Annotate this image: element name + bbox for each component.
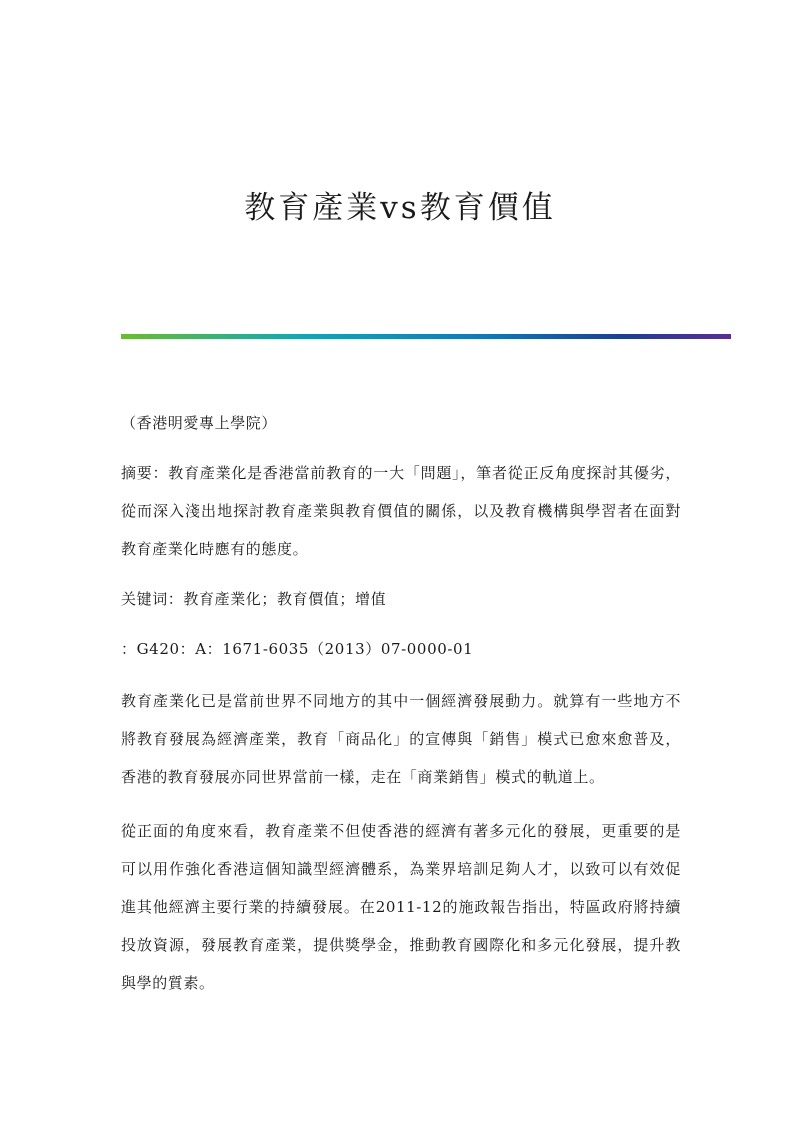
- body-paragraph-1: 教育產業化已是當前世界不同地方的其中一個經濟發展動力。就算有一些地方不將教育發展為經濟產業，教育「商品化」的宣傳與「銷售」模式已愈來愈普及，香港的教育發展亦同世界當前一樣，走在「商業銷售」模式的軌道上。: [121, 692, 681, 786]
- title-divider: [121, 334, 731, 339]
- abstract: 摘要：教育產業化是香港當前教育的一大「問題」，筆者從正反角度探討其優劣，從而深入淺出地探討教育產業與教育價值的關係，以及教育機構與學習者在面對教育產業化時應有的態度。: [121, 464, 681, 558]
- keywords: 关键词：教育產業化；教育價值；增值: [121, 590, 387, 608]
- document-title: 教育產業vs教育價值: [244, 190, 556, 226]
- document-body: [121, 404, 681, 1002]
- affiliation: （香港明愛專上學院）: [121, 414, 278, 432]
- classification-codes: ：G420：A：1671-6035（2013）07-0000-01: [121, 640, 474, 658]
- body-paragraph-2: 從正面的角度來看，教育產業不但使香港的經濟有著多元化的發展，更重要的是可以用作強化香港這個知識型經濟體系，為業界培訓足夠人才，以致可以有效促進其他經濟主要行業的持續發展。在2011-12的施政報告指出，特區政府將持續投放資源，發展教育產業，提供獎學金，推動教育國際化和多元化發展，提升教與學的質素。: [121, 822, 681, 992]
